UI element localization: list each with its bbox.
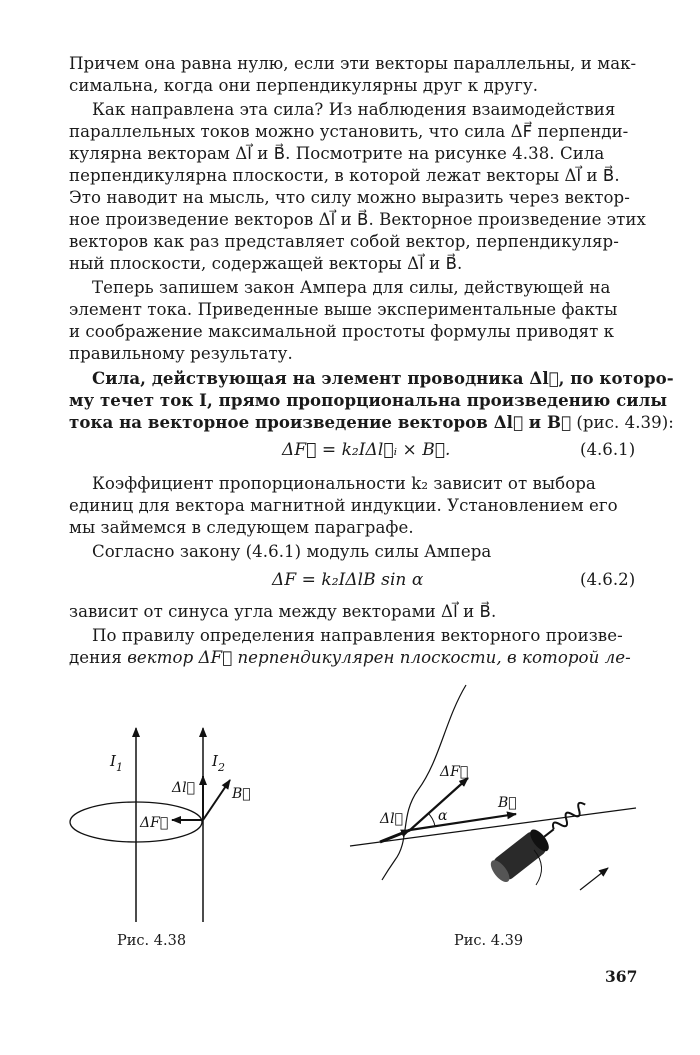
label-dl: Δl⃗ <box>380 811 403 827</box>
text-line-mixed <box>69 648 631 668</box>
direction-arrow <box>580 868 608 890</box>
caption-4-38: Рис. 4.38 <box>117 933 187 949</box>
label-dF: ΔF⃗ <box>140 815 169 831</box>
formula-4-6-1: ΔF⃗ = k₂IΔl⃗ᵢ × B⃗. <box>282 440 451 460</box>
text-line: ный плоскости, содержащей векторы Δl⃗ и B⃗. <box>69 254 463 273</box>
text-line: зависит от синуса угла между векторами Δl⃗ и B⃗. <box>69 602 497 621</box>
figure-ref: (рис. 4.39): <box>571 413 674 432</box>
text-line: Как направлена эта сила? Из наблюдения взаимодействия <box>92 100 616 119</box>
b-vector <box>203 780 230 820</box>
text-line: и соображение максимальной простоты формулы приводят к <box>69 322 615 341</box>
text-line: кулярна векторам Δl⃗ и B⃗. Посмотрите на рисунке 4.38. Сила <box>69 144 605 163</box>
text-line: элемент тока. Приведенные выше экспериментальные факты <box>69 300 618 319</box>
formula-number: (4.6.2) <box>580 570 636 589</box>
text-span: дения <box>69 648 128 667</box>
text-line: векторов как раз представляет собой вектор, перпендикуляр- <box>69 232 619 251</box>
text-line: перпендикулярна плоскости, в которой лежат векторы Δl⃗ и B⃗. <box>69 166 620 185</box>
label-I2: $I_2$ <box>212 752 225 774</box>
text-line: Теперь запишем закон Ампера для силы, действующей на <box>92 278 611 297</box>
figure-4-39 <box>340 680 650 930</box>
text-line: симальна, когда они перпендикулярны друг к другу. <box>69 76 539 95</box>
label-dF: ΔF⃗ <box>440 764 469 780</box>
formula-number: (4.6.1) <box>580 440 636 459</box>
text-line: Коэффициент пропорциональности k₂ зависит от выбора <box>92 474 596 493</box>
formula-4-6-2: ΔF = k₂IΔlB sin α <box>272 570 424 590</box>
alpha-arc <box>428 813 435 826</box>
italic-span: вектор ΔF⃗ перпендикулярен плоскости, в которой ле- <box>127 648 631 667</box>
text-line: Это наводит на мысль, что силу можно выразить через вектор- <box>69 188 630 207</box>
text-line: Согласно закону (4.6.1) модуль силы Ампера <box>92 542 492 561</box>
label-B: B⃗ <box>232 786 251 802</box>
text-line-bold: Сила, действующая на элемент проводника Δl⃗, по которо- <box>92 368 674 388</box>
text-line: По правилу определения направления векторного произве- <box>92 626 623 645</box>
text-line-bold: му течет ток I, прямо пропорциональна произведению силы <box>69 390 668 410</box>
text-line: правильному результату. <box>69 344 293 363</box>
text-line: мы займемся в следующем параграфе. <box>69 518 414 537</box>
label-B: B⃗ <box>498 795 517 811</box>
bold-span: тока на векторное произведение векторов Δl⃗ и B⃗ <box>69 412 571 432</box>
label-alpha: α <box>438 808 448 824</box>
text-line: Причем она равна нулю, если эти векторы параллельны, и мак- <box>69 54 637 73</box>
figure-4-38 <box>60 700 280 930</box>
text-line: единиц для вектора магнитной индукции. Установлением его <box>69 496 618 515</box>
page-number: 367 <box>605 967 638 986</box>
label-dl: Δl⃗ <box>172 780 195 796</box>
curved-conductor <box>382 685 469 880</box>
text-line: ное произведение векторов Δl⃗ и B⃗. Векторное произведение этих <box>69 210 646 229</box>
label-I1: $I_1$ <box>110 752 123 774</box>
caption-4-39: Рис. 4.39 <box>454 933 524 949</box>
text-line: параллельных токов можно установить, что сила ΔF⃗ перпенди- <box>69 122 629 141</box>
text-line-mixed <box>69 412 674 433</box>
